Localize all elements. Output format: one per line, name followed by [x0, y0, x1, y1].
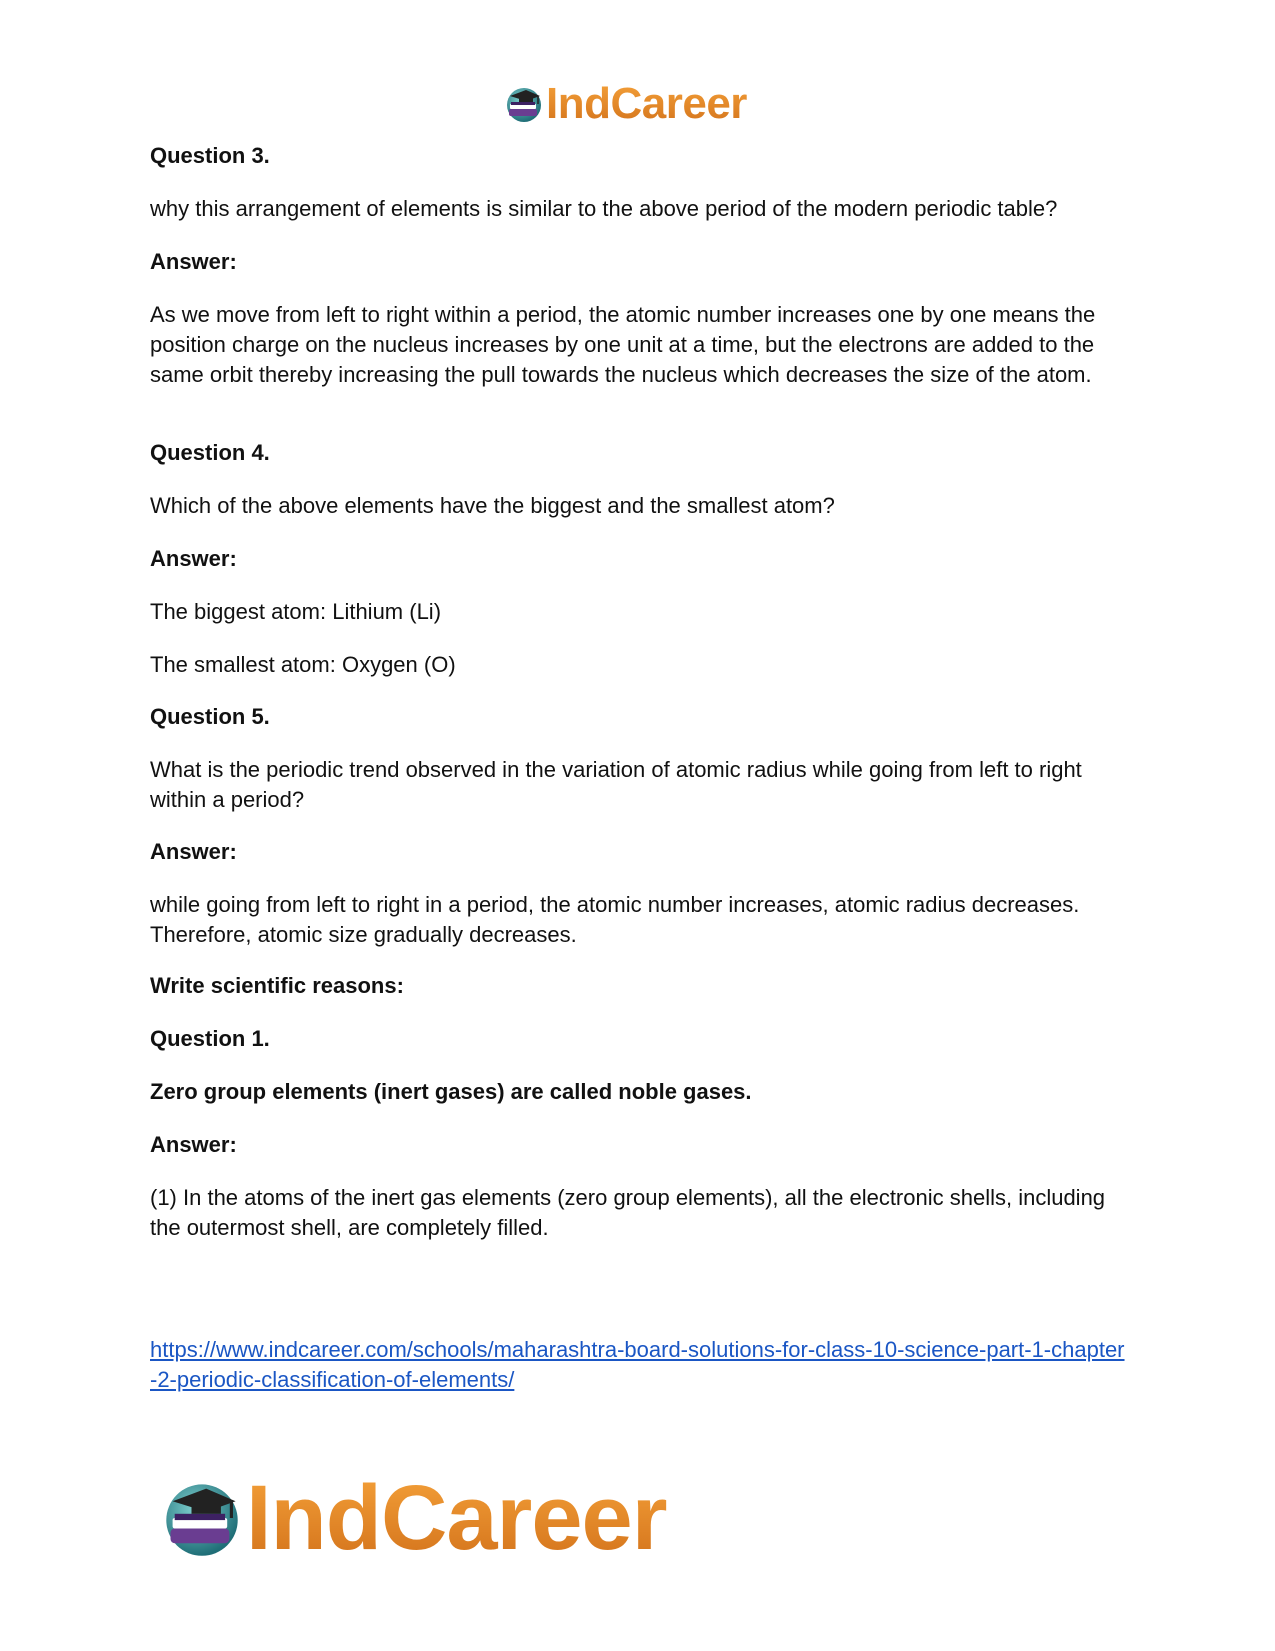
reason-question-1-text: Zero group elements (inert gases) are called noble gases. — [150, 1079, 752, 1104]
answer-4-line-1: The biggest atom: Lithium (Li) — [150, 599, 442, 624]
question-3-heading: Question 3. — [150, 143, 270, 168]
answer-4-label: Answer: — [150, 546, 237, 571]
answer-3-text: As we move from left to right within a period, the atomic number increases one by one means the position charge on the nucleus increases by one unit at a time, but the electrons are added to the same orbit thereby increasing the pull towards the nucleus which decreases the size of the atom. — [150, 302, 1096, 387]
section-heading: Write scientific reasons: — [150, 973, 404, 998]
question-3-text: why this arrangement of elements is similar to the above period of the modern periodic table? — [150, 196, 1058, 221]
answer-5-text: while going from left to right in a period, the atomic number increases, atomic radius decreases. Therefore, atomic size gradually decreases. — [150, 892, 1080, 947]
answer-3-label: Answer: — [150, 249, 237, 274]
question-5-heading: Question 5. — [150, 704, 270, 729]
question-4-text: Which of the above elements have the biggest and the smallest atom? — [150, 493, 835, 518]
question-4-heading: Question 4. — [150, 440, 270, 465]
answer-4-line-2: The smallest atom: Oxygen (O) — [150, 652, 456, 677]
header-logo-text: IndCareer — [546, 79, 747, 128]
footer-logo-text: IndCareer — [246, 1467, 667, 1569]
footer-logo — [160, 1468, 667, 1568]
graduation-cap-globe-icon — [504, 84, 544, 124]
answer-5-label: Answer: — [150, 839, 237, 864]
source-url-link[interactable]: https://www.indcareer.com/schools/maharashtra-board-solutions-for-class-10-science-part-1-chapter-2-periodic-classification-of-elements/ — [150, 1337, 1125, 1392]
reason-answer-1-text: (1) In the atoms of the inert gas elements (zero group elements), all the electronic shells, including the outermost shell, are completely filled. — [150, 1185, 1106, 1240]
header-logo — [504, 80, 747, 128]
reason-answer-1-label: Answer: — [150, 1132, 237, 1157]
reason-question-1-heading: Question 1. — [150, 1026, 270, 1051]
graduation-cap-globe-icon — [160, 1476, 244, 1560]
question-5-text: What is the periodic trend observed in the variation of atomic radius while going from left to right within a period? — [150, 757, 1082, 812]
